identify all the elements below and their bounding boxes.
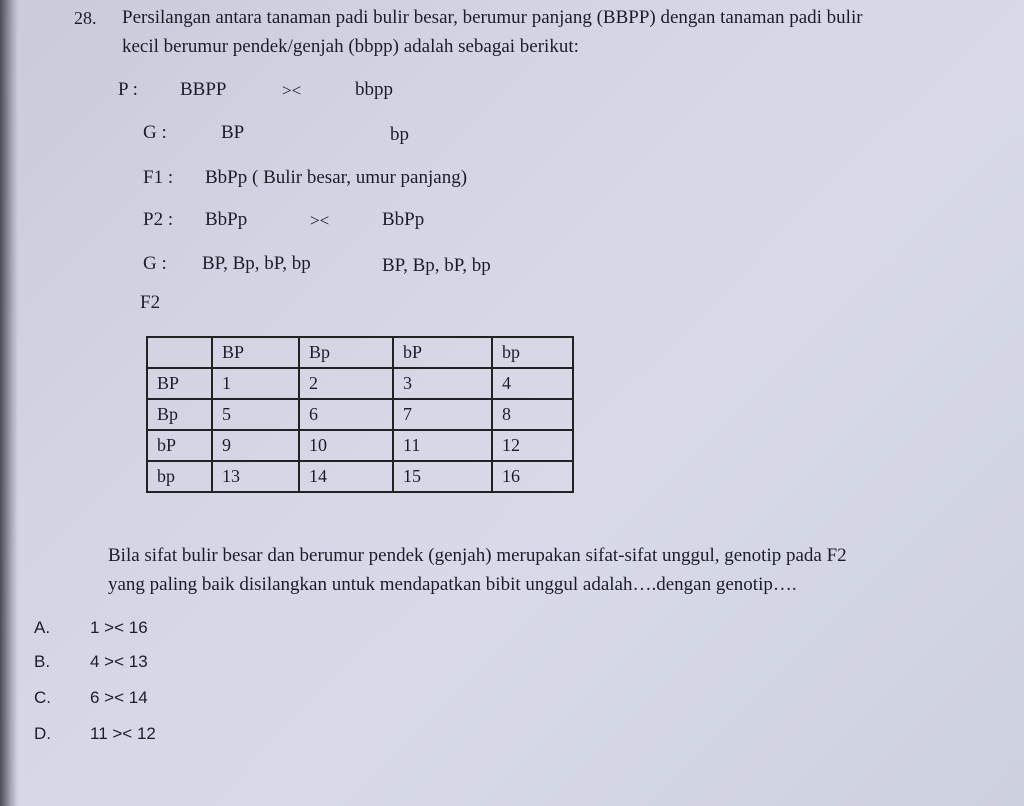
p2-left-genotype: BbPp <box>205 209 248 230</box>
table-cell: 13 <box>212 461 299 492</box>
table-header-cell: Bp <box>299 337 393 368</box>
table-cell: 10 <box>299 430 393 461</box>
option-d-letter: D. <box>34 724 51 743</box>
punnett-square-table <box>146 336 574 493</box>
table-cell: 2 <box>299 368 393 399</box>
f1-label: F1 : <box>143 167 174 188</box>
table-row-header: Bp <box>147 399 212 430</box>
table-row <box>147 399 573 430</box>
table-cell: 5 <box>212 399 299 430</box>
question-text-line-2: kecil berumur pendek/genjah (bbpp) adalah sebagai berikut: <box>122 36 579 57</box>
p2-cross-symbol: >< <box>310 211 330 230</box>
p2-label: P2 : <box>143 209 174 230</box>
table-cell: 15 <box>393 461 492 492</box>
parent-left-genotype: BBPP <box>180 79 227 100</box>
page-edge-shadow <box>0 0 18 806</box>
option-a-text: 1 >< 16 <box>90 618 148 637</box>
table-header-cell: bp <box>492 337 573 368</box>
option-c-letter: C. <box>34 688 51 707</box>
option-c-text: 6 >< 14 <box>90 688 148 707</box>
table-cell: 8 <box>492 399 573 430</box>
table-cell: 4 <box>492 368 573 399</box>
question-text-line-1: Persilangan antara tanaman padi bulir besar, berumur panjang (BBPP) dengan tanaman padi bulir <box>122 7 863 28</box>
table-row <box>147 430 573 461</box>
f2-label: F2 <box>140 292 161 313</box>
table-row-header: BP <box>147 368 212 399</box>
table-cell: 7 <box>393 399 492 430</box>
table-header-row <box>147 337 573 368</box>
table-row <box>147 368 573 399</box>
parent-label: P : <box>118 79 138 100</box>
parent-cross-symbol: >< <box>282 81 302 100</box>
prompt-line-1: Bila sifat bulir besar dan berumur pendek (genjah) merupakan sifat-sifat unggul, genotip pada F2 <box>108 545 847 566</box>
table-header-cell: BP <box>212 337 299 368</box>
option-b-letter: B. <box>34 652 51 671</box>
option-b-text: 4 >< 13 <box>90 652 148 671</box>
table-cell: 16 <box>492 461 573 492</box>
table-row <box>147 461 573 492</box>
table-header-cell <box>147 337 212 368</box>
gamete-left: BP <box>221 122 245 143</box>
prompt-line-2: yang paling baik disilangkan untuk mendapatkan bibit unggul adalah….dengan genotip…. <box>108 574 797 595</box>
table-cell: 3 <box>393 368 492 399</box>
question-number: 28. <box>74 8 97 28</box>
gamete2-label: G : <box>143 253 167 274</box>
table-cell: 14 <box>299 461 393 492</box>
p2-right-genotype: BbPp <box>382 209 425 230</box>
gamete2-right: BP, Bp, bP, bp <box>382 255 491 276</box>
gamete-right: bp <box>390 124 409 145</box>
table-cell: 6 <box>299 399 393 430</box>
option-a-letter: A. <box>34 618 51 637</box>
table-cell: 1 <box>212 368 299 399</box>
table-cell: 12 <box>492 430 573 461</box>
parent-right-genotype: bbpp <box>355 79 393 100</box>
table-cell: 11 <box>393 430 492 461</box>
table-header-cell: bP <box>393 337 492 368</box>
table-row-header: bp <box>147 461 212 492</box>
table-row-header: bP <box>147 430 212 461</box>
gamete-label: G : <box>143 122 167 143</box>
f1-value: BbPp ( Bulir besar, umur panjang) <box>205 167 468 188</box>
gamete2-left: BP, Bp, bP, bp <box>202 253 311 274</box>
table-cell: 9 <box>212 430 299 461</box>
option-d-text: 11 >< 12 <box>90 724 156 743</box>
